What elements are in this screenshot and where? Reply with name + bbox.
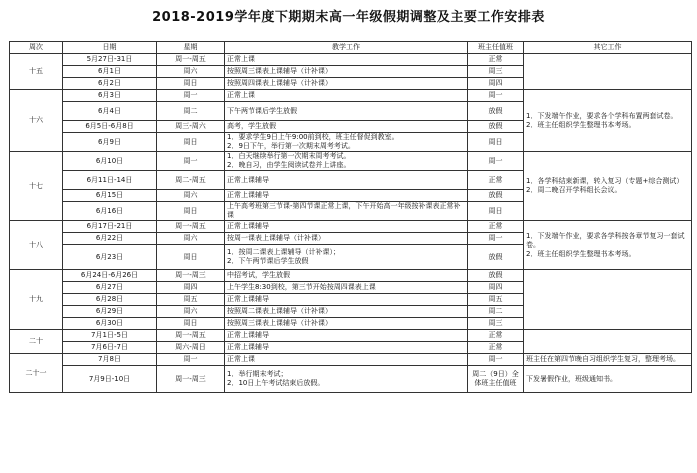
- day-cell: 周四: [157, 282, 225, 294]
- header-teaching-work: 教学工作: [225, 42, 468, 54]
- teaching-work-cell: 按照周二课表上课辅导（计补课）: [225, 306, 468, 318]
- duty-cell: 周一: [468, 354, 524, 366]
- duty-cell: 周一: [468, 90, 524, 102]
- teaching-work-cell: 中招考试，学生放假: [225, 270, 468, 282]
- teaching-work-cell: 正常上课辅导: [225, 342, 468, 354]
- duty-cell: 正常: [468, 330, 524, 342]
- date-cell: 7月1日-5日: [63, 330, 157, 342]
- day-cell: 周一: [157, 354, 225, 366]
- day-cell: 周日: [157, 245, 225, 270]
- day-cell: 周六: [157, 190, 225, 202]
- duty-cell: 周日: [468, 133, 524, 152]
- teaching-work-cell: 正常上课辅导: [225, 330, 468, 342]
- date-cell: 7月9日-10日: [63, 366, 157, 393]
- duty-cell: 放假: [468, 102, 524, 121]
- duty-cell: 周四: [468, 282, 524, 294]
- teaching-work-cell: 1．举行期末考试； 2．10日上午考试结束后放假。: [225, 366, 468, 393]
- table-row: [10, 54, 692, 66]
- teaching-work-cell: 上午高考班第三节课-第四节课正常上课，下午开始高一年级按补课表正常补课: [225, 202, 468, 221]
- week-cell: 十五: [10, 54, 63, 90]
- teaching-work-cell: 正常上课: [225, 54, 468, 66]
- duty-cell: 周四: [468, 78, 524, 90]
- week-cell: 十六: [10, 90, 63, 152]
- teaching-work-cell: 按照周四课表上课辅导（计补课）: [225, 78, 468, 90]
- other-work-cell: 1．各学科结束新课，转入复习（专题+综合测试） 2．周二晚召开学科组长会议。: [524, 152, 692, 221]
- teaching-work-cell: 按照周三课表上课辅导（计补课）: [225, 318, 468, 330]
- page-title: 2018-2019学年度下期期末高一年级假期调整及主要工作安排表: [152, 10, 545, 25]
- teaching-work-cell: 高考，学生放假: [225, 121, 468, 133]
- date-cell: 6月5日-6月8日: [63, 121, 157, 133]
- duty-cell: 正常: [468, 54, 524, 66]
- day-cell: 周六: [157, 306, 225, 318]
- schedule-body: [10, 54, 692, 393]
- duty-cell: 正常: [468, 221, 524, 233]
- schedule-table: [9, 41, 692, 393]
- duty-cell: 周五: [468, 294, 524, 306]
- day-cell: 周二-周五: [157, 171, 225, 190]
- table-row: [10, 90, 692, 102]
- duty-cell: 周日: [468, 202, 524, 221]
- table-row: [10, 354, 692, 366]
- duty-cell: 周二: [468, 306, 524, 318]
- day-cell: 周一-周五: [157, 54, 225, 66]
- teaching-work-cell: 按周一课表上课辅导（计补课）: [225, 233, 468, 245]
- date-cell: 6月22日: [63, 233, 157, 245]
- date-cell: 6月23日: [63, 245, 157, 270]
- other-work-cell: 下发暑假作业，班级通知书。: [524, 366, 692, 393]
- duty-cell: 周一: [468, 152, 524, 171]
- teaching-work-cell: 正常上课: [225, 90, 468, 102]
- date-cell: 6月24日-6月26日: [63, 270, 157, 282]
- duty-cell: 周一: [468, 233, 524, 245]
- duty-cell: 周二（9日）全体班主任值班: [468, 366, 524, 393]
- teaching-work-cell: 上午学生8:30到校，第三节开始按周四课表上课: [225, 282, 468, 294]
- date-cell: 6月28日: [63, 294, 157, 306]
- day-cell: 周五: [157, 294, 225, 306]
- table-row: [10, 330, 692, 342]
- teaching-work-cell: 下午两节课后学生放假: [225, 102, 468, 121]
- date-cell: 6月3日: [63, 90, 157, 102]
- teaching-work-cell: 按照周三课表上课辅导（计补课）: [225, 66, 468, 78]
- duty-cell: 正常: [468, 171, 524, 190]
- week-cell: 二十: [10, 330, 63, 354]
- duty-cell: 周三: [468, 66, 524, 78]
- day-cell: 周六: [157, 66, 225, 78]
- other-work-cell: [524, 270, 692, 330]
- header-date: 日期: [63, 42, 157, 54]
- header-week: 周次: [10, 42, 63, 54]
- teaching-work-cell: 正常上课辅导: [225, 294, 468, 306]
- other-work-cell: 1．下发端午作业，要求各学科按各章节复习一套试卷。 2．班主任组织学生整理书本考场。: [524, 221, 692, 270]
- week-cell: 二十一: [10, 354, 63, 393]
- day-cell: 周一-周五: [157, 330, 225, 342]
- day-cell: 周二: [157, 102, 225, 121]
- teaching-work-cell: 正常上课辅导: [225, 171, 468, 190]
- header-day: 星期: [157, 42, 225, 54]
- other-work-cell: 1．下发端午作业，要求各个学科布置两套试卷。 2．班主任组织学生整理书本考场。: [524, 90, 692, 152]
- date-cell: 6月16日: [63, 202, 157, 221]
- table-row: [10, 366, 692, 393]
- teaching-work-cell: 正常上课: [225, 354, 468, 366]
- header-other-work: 其它工作: [524, 42, 692, 54]
- other-work-cell: 班主任在第四节晚自习组织学生复习，整理考场。: [524, 354, 692, 366]
- day-cell: 周一: [157, 152, 225, 171]
- date-cell: 6月1日: [63, 66, 157, 78]
- teaching-work-cell: 正常上课辅导: [225, 221, 468, 233]
- week-cell: 十七: [10, 152, 63, 221]
- date-cell: 5月27日-31日: [63, 54, 157, 66]
- teaching-work-cell: 1．按周二课表上课辅导（计补课）； 2．下午两节课后学生放假: [225, 245, 468, 270]
- day-cell: 周日: [157, 318, 225, 330]
- date-cell: 6月4日: [63, 102, 157, 121]
- header-row: [10, 42, 692, 54]
- duty-cell: 周三: [468, 318, 524, 330]
- date-cell: 6月10日: [63, 152, 157, 171]
- day-cell: 周一-周三: [157, 366, 225, 393]
- header-duty: 班主任值班: [468, 42, 524, 54]
- day-cell: 周日: [157, 133, 225, 152]
- teaching-work-cell: 1．要求学生9日上午9:00前到校，班主任督促到教室。 2．9日下午，举行第一次期末周考考试。: [225, 133, 468, 152]
- day-cell: 周日: [157, 202, 225, 221]
- date-cell: 7月8日: [63, 354, 157, 366]
- table-row: [10, 221, 692, 233]
- duty-cell: 正常: [468, 342, 524, 354]
- day-cell: 周一-周五: [157, 221, 225, 233]
- week-cell: 十九: [10, 270, 63, 330]
- table-row: [10, 152, 692, 171]
- date-cell: 6月11日-14日: [63, 171, 157, 190]
- day-cell: 周日: [157, 78, 225, 90]
- week-cell: 十八: [10, 221, 63, 270]
- table-row: [10, 270, 692, 282]
- date-cell: 7月6日-7日: [63, 342, 157, 354]
- day-cell: 周六: [157, 233, 225, 245]
- date-cell: 6月2日: [63, 78, 157, 90]
- date-cell: 6月17日-21日: [63, 221, 157, 233]
- date-cell: 6月27日: [63, 282, 157, 294]
- other-work-cell: [524, 330, 692, 354]
- date-cell: 6月15日: [63, 190, 157, 202]
- day-cell: 周一: [157, 90, 225, 102]
- duty-cell: 放假: [468, 190, 524, 202]
- date-cell: 6月30日: [63, 318, 157, 330]
- duty-cell: 放假: [468, 121, 524, 133]
- duty-cell: 放假: [468, 245, 524, 270]
- day-cell: 周六-周日: [157, 342, 225, 354]
- other-work-cell: [524, 54, 692, 90]
- date-cell: 6月9日: [63, 133, 157, 152]
- teaching-work-cell: 1．白天继续举行第一次期末周考考试。 2．晚自习，由学生阅读试卷并上讲座。: [225, 152, 468, 171]
- date-cell: 6月29日: [63, 306, 157, 318]
- teaching-work-cell: 正常上课辅导: [225, 190, 468, 202]
- duty-cell: 放假: [468, 270, 524, 282]
- day-cell: 周三-周六: [157, 121, 225, 133]
- day-cell: 周一-周三: [157, 270, 225, 282]
